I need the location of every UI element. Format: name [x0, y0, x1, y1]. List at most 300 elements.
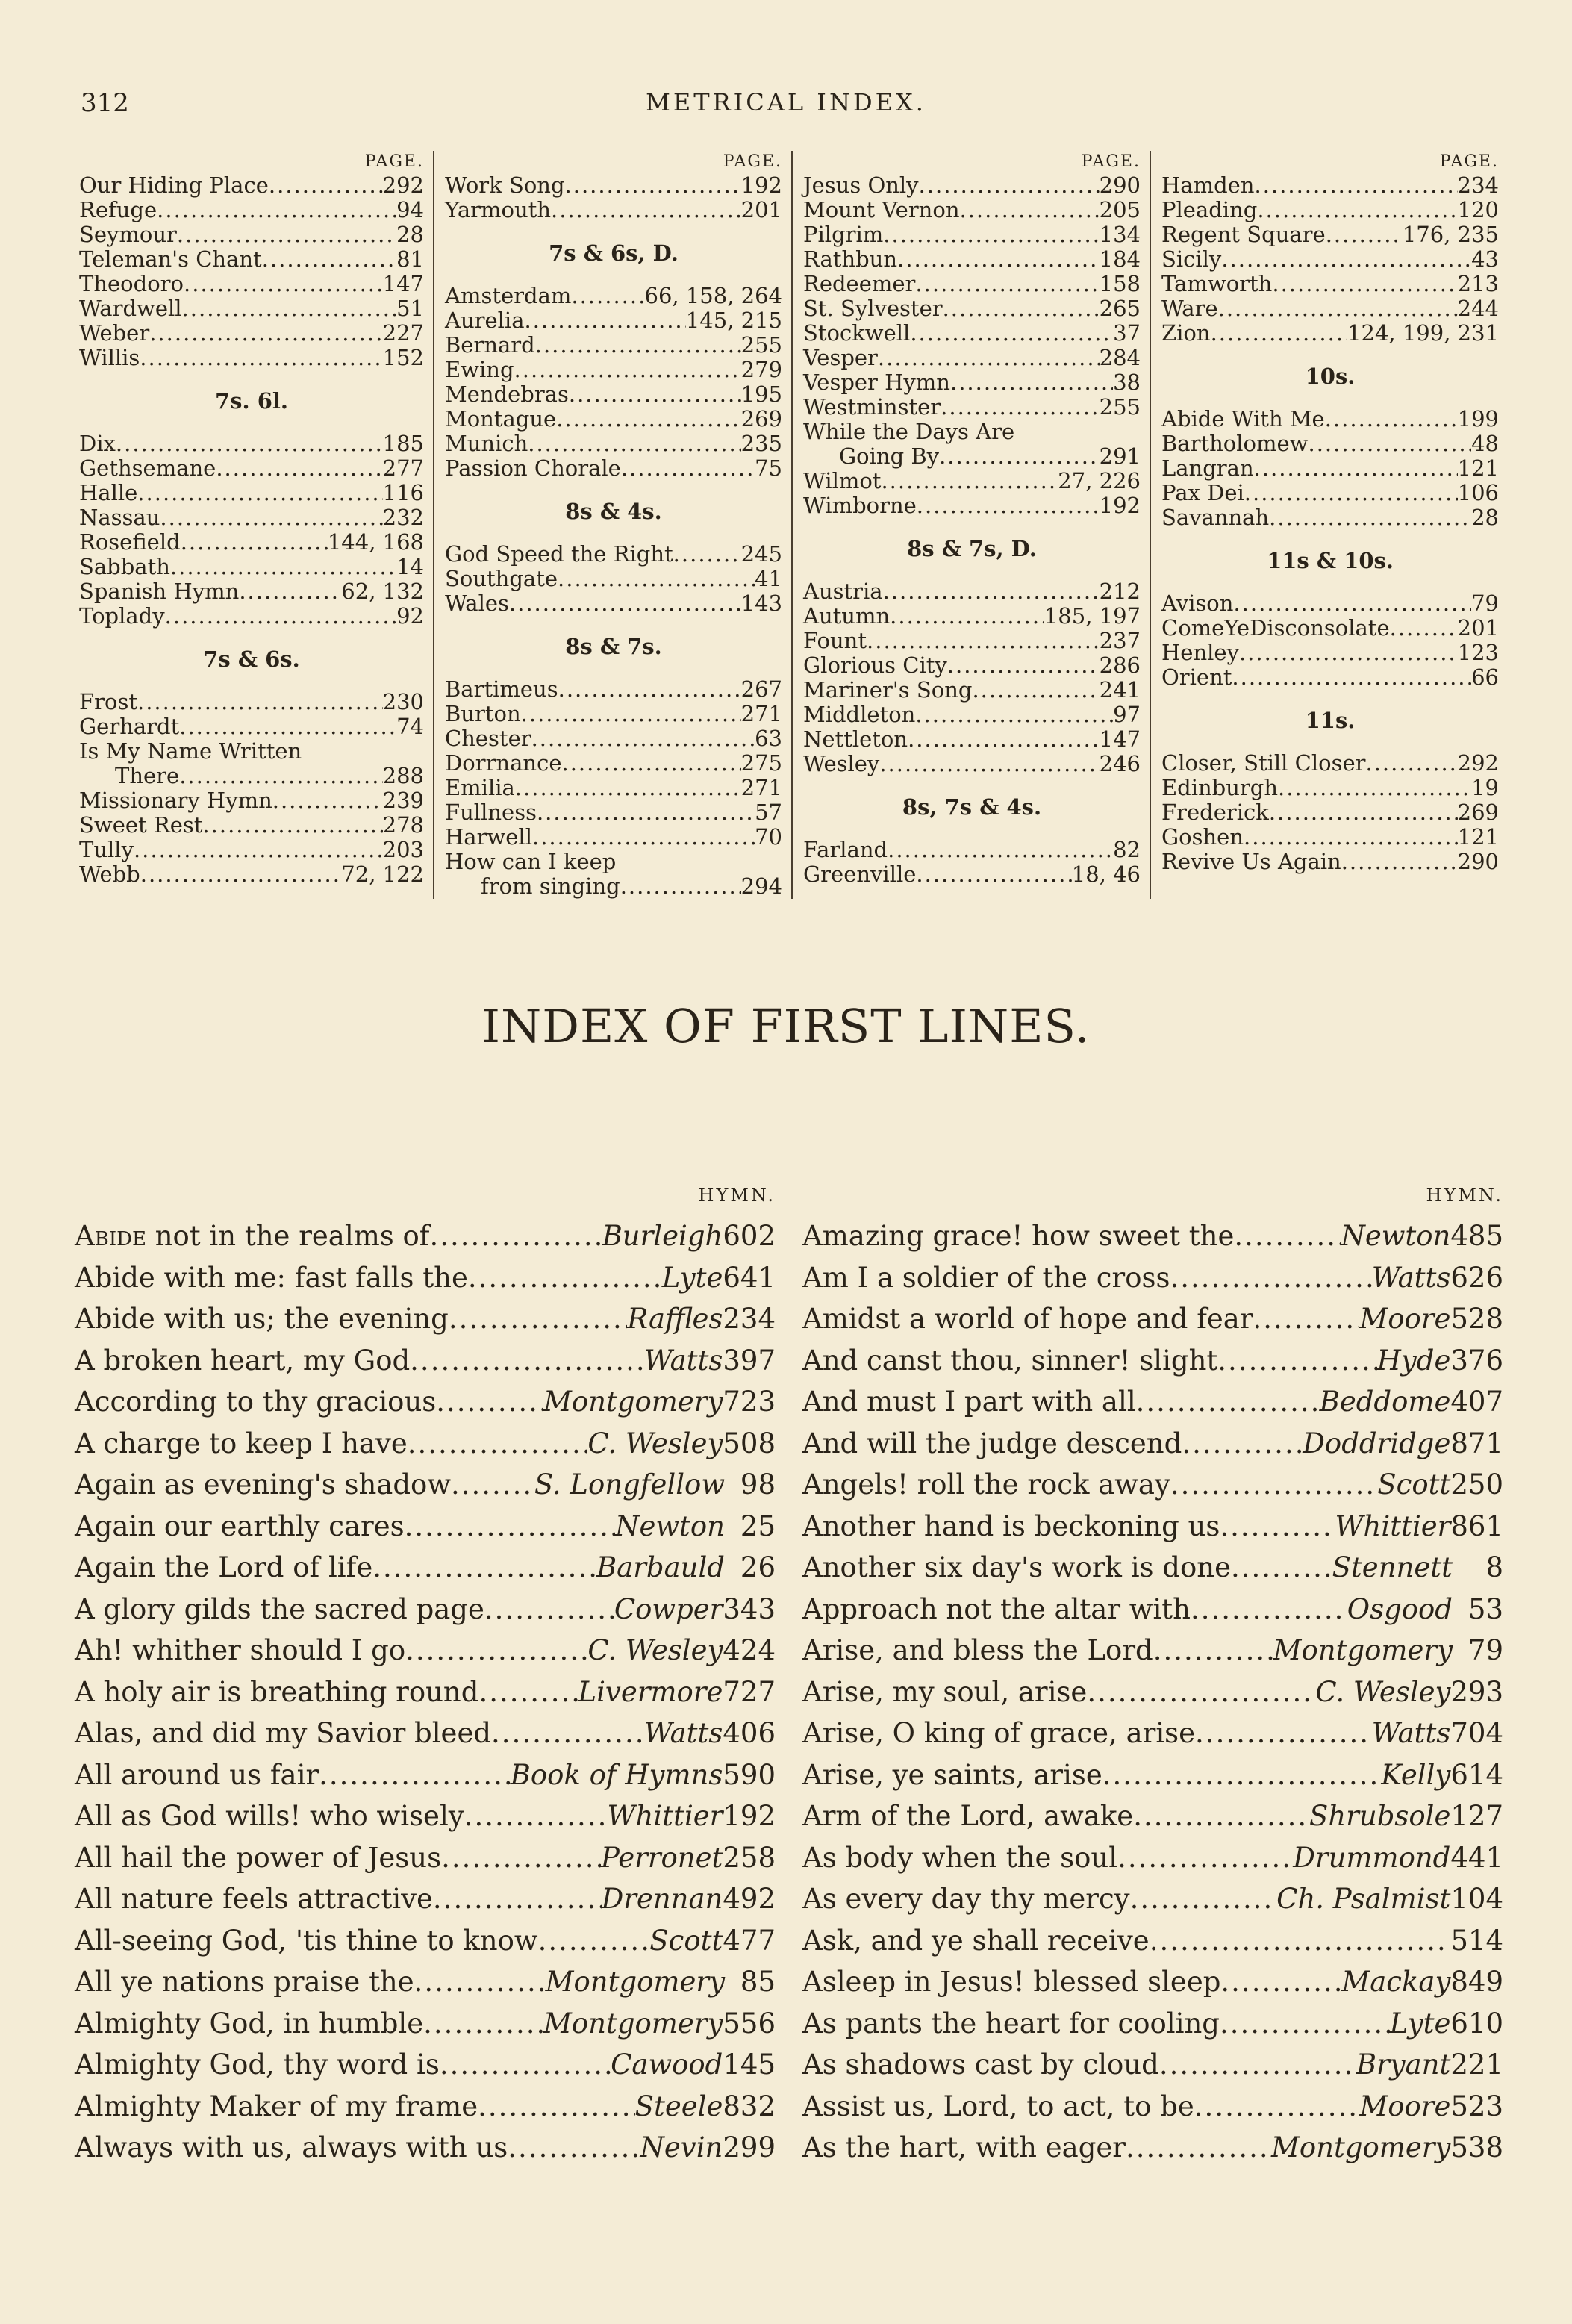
- first-line-entry: [75, 2044, 776, 2086]
- tune-entry: [445, 358, 782, 382]
- first-line-text: [75, 2044, 440, 2086]
- line-text: All-seeing God, 'tis thine to know: [75, 1924, 538, 1957]
- line-text: Am I a soldier of the cross: [802, 1261, 1170, 1294]
- tune-name: Going By: [839, 443, 940, 469]
- tune-name: Wimborne: [803, 493, 917, 518]
- dot-leader: [464, 1795, 608, 1837]
- tune-entry: [803, 678, 1141, 703]
- tune-name: Wardwell: [79, 296, 182, 321]
- author: Osgood: [1347, 1592, 1453, 1625]
- dot-leader: [1136, 1381, 1320, 1423]
- dot-leader: [917, 493, 1100, 518]
- column-header: HYMN.: [1426, 1185, 1503, 1206]
- tune-entry: [803, 321, 1141, 346]
- tune-name: Autumn: [803, 603, 891, 629]
- line-text: As the hart, with eager: [802, 2131, 1126, 2163]
- first-line-entry: [802, 1795, 1503, 1837]
- author: Watts: [1371, 1261, 1451, 1294]
- page-ref: 81: [396, 246, 424, 272]
- tune-entry: [1161, 800, 1499, 825]
- tune-entry: [445, 751, 782, 776]
- dot-leader: [1217, 1340, 1376, 1382]
- first-line-text: [75, 2003, 423, 2045]
- tune-name: Mendebras: [445, 381, 569, 407]
- first-line-entry: [802, 2127, 1503, 2169]
- dot-leader: [1126, 2127, 1271, 2169]
- first-line-text: [75, 1381, 436, 1423]
- first-line-entry: [75, 2003, 776, 2045]
- dot-leader: [1269, 505, 1471, 530]
- tune-name: Southgate: [445, 566, 558, 591]
- first-line-entry: [75, 1464, 776, 1506]
- line-text: Arise, O king of grace, arise: [802, 1717, 1196, 1749]
- dot-leader: [867, 629, 1100, 653]
- hymn-number: 85: [740, 1966, 776, 1998]
- first-line-entry: [75, 1630, 776, 1672]
- tune-name: Ware: [1161, 296, 1218, 321]
- page-ref: 271: [740, 701, 782, 726]
- first-line-entry: [75, 1257, 776, 1299]
- dot-leader: [890, 604, 1044, 629]
- first-line-text: [75, 1878, 433, 1920]
- tune-name: Bartholomew: [1161, 431, 1309, 456]
- line-text: Again as evening's shadow: [75, 1468, 451, 1501]
- first-line-text: [802, 1340, 1217, 1382]
- dot-leader: [405, 1506, 615, 1548]
- first-line-text: [75, 1589, 484, 1630]
- tune-entry: [803, 838, 1141, 862]
- dot-leader: [137, 690, 383, 714]
- meter-heading: 7s & 6s, D.: [549, 240, 679, 266]
- dot-leader: [1218, 296, 1458, 321]
- first-line-entry: [802, 1215, 1503, 1257]
- tune-entry: [1161, 407, 1499, 432]
- page-ref: 124, 199, 231: [1347, 320, 1499, 346]
- tune-entry: [445, 382, 782, 407]
- column-header: PAGE.: [1081, 152, 1141, 171]
- hymn-number: 53: [1467, 1592, 1503, 1625]
- tune-entry: [79, 604, 424, 629]
- tune-name: Missionary Hymn: [79, 788, 272, 813]
- first-line-text: [75, 1920, 538, 1962]
- dot-leader: [177, 222, 396, 247]
- tune-name: Yarmouth: [445, 197, 552, 222]
- dot-leader: [1234, 1215, 1341, 1257]
- dot-leader: [491, 1713, 644, 1754]
- tune-name: Tamworth: [1161, 271, 1273, 296]
- tune-entry: [79, 505, 424, 530]
- dot-leader: [1087, 1672, 1315, 1713]
- dot-leader: [1308, 432, 1471, 456]
- page-ref: 38: [1113, 370, 1141, 395]
- hymn-number: 8: [1485, 1551, 1503, 1583]
- page-ref: 72, 122: [341, 862, 424, 887]
- tune-entry: [445, 198, 782, 222]
- hymn-number: 614: [1450, 1758, 1503, 1791]
- tune-entry: [803, 395, 1141, 420]
- first-line-entry: [802, 1878, 1503, 1920]
- page-ref: 290: [1099, 172, 1141, 198]
- first-line-entry: [802, 2086, 1503, 2128]
- page-ref: 147: [1099, 726, 1141, 752]
- author: Watts: [643, 1717, 723, 1749]
- line-text: Arise, ye saints, arise: [802, 1758, 1102, 1791]
- author: C. Wesley: [1315, 1675, 1451, 1708]
- page-ref: 292: [1457, 750, 1499, 776]
- page-ref: 145, 215: [685, 308, 782, 333]
- tune-entry: [1161, 481, 1499, 505]
- dot-leader: [181, 530, 328, 555]
- author: Montgomery: [543, 2007, 723, 2040]
- page-ref: 74: [396, 714, 424, 739]
- author: Steele: [634, 2090, 723, 2122]
- dot-leader: [116, 432, 383, 456]
- hymn-number: 704: [1450, 1717, 1503, 1749]
- hymn-number: 723: [723, 1386, 776, 1418]
- page-ref: 185: [382, 431, 424, 456]
- first-line-text: [802, 1257, 1170, 1299]
- hymn-number: 727: [723, 1675, 776, 1708]
- dot-leader: [319, 1754, 511, 1796]
- dot-leader: [1117, 1837, 1293, 1879]
- tune-entry: [79, 247, 424, 272]
- dot-leader: [202, 813, 382, 838]
- dot-leader: [621, 456, 755, 481]
- page-ref: 144, 168: [327, 529, 424, 555]
- author: Shrubsole: [1309, 1800, 1451, 1832]
- tune-name: Theodoro: [79, 271, 184, 296]
- page-ref: 152: [382, 345, 424, 370]
- line-text: As pants the heart for cooling: [802, 2007, 1220, 2040]
- tune-entry: [445, 726, 782, 751]
- tune-entry: [1161, 222, 1499, 247]
- dot-leader: [484, 1589, 614, 1630]
- first-line-text: [802, 1589, 1191, 1630]
- author: Doddridge: [1303, 1427, 1451, 1459]
- tune-entry: [445, 542, 782, 567]
- dot-leader: [184, 272, 383, 296]
- first-line-entry: [75, 2086, 776, 2128]
- tune-entry: [79, 432, 424, 456]
- page-ref: 94: [396, 197, 424, 222]
- tune-name: Middleton: [803, 702, 916, 727]
- tune-name: Abide With Me: [1161, 406, 1325, 432]
- dot-leader: [571, 284, 644, 308]
- hymn-number: 221: [1450, 2049, 1503, 2081]
- hymn-number: 25: [740, 1510, 776, 1542]
- hymn-number: 508: [723, 1427, 776, 1459]
- first-line-entry: [75, 1754, 776, 1796]
- tune-entry: [803, 346, 1141, 370]
- line-text: Arm of the Lord, awake: [802, 1800, 1134, 1832]
- tune-name: Vesper Hymn: [803, 370, 950, 395]
- page-ref: 18, 46: [1071, 862, 1141, 887]
- tune-entry: [1161, 272, 1499, 296]
- tune-entry: [803, 173, 1141, 198]
- page-ref: 43: [1471, 246, 1499, 272]
- line-text: And will the judge descend: [802, 1427, 1182, 1459]
- author: Moore: [1359, 2090, 1451, 2122]
- tune-entry: [803, 198, 1141, 222]
- tune-entry: [445, 776, 782, 800]
- author: Stennett: [1332, 1551, 1453, 1583]
- page-ref: 192: [740, 172, 782, 198]
- first-line-entry: [75, 1961, 776, 2003]
- first-line-text: [802, 1837, 1117, 1879]
- tune-name: Wilmot: [803, 468, 882, 493]
- line-text: A broken heart, my God: [75, 1344, 411, 1377]
- line-text: Ah! whither should I go: [75, 1634, 406, 1666]
- tune-name: Frederick: [1161, 800, 1269, 825]
- author: Lyte: [661, 1261, 723, 1294]
- tune-name: Langran: [1161, 455, 1254, 481]
- line-text: A holy air is breathing round: [75, 1675, 479, 1708]
- tune-name: Seymour: [79, 222, 177, 247]
- author: Newton: [615, 1510, 725, 1542]
- metrical-column: [1150, 151, 1508, 899]
- page-ref: 269: [1457, 800, 1499, 825]
- tune-name: Pilgrim: [803, 222, 884, 247]
- tune-entry: [445, 456, 782, 481]
- tune-name: Avison: [1161, 591, 1234, 616]
- column-header: PAGE.: [1439, 152, 1499, 171]
- hymn-number: 538: [1450, 2131, 1503, 2163]
- dot-leader: [947, 653, 1100, 678]
- tune-name: Webb: [79, 862, 140, 887]
- tune-entry: [445, 173, 782, 198]
- author: Livermore: [578, 1675, 723, 1708]
- page-number: 312: [81, 88, 129, 118]
- tune-entry: [79, 173, 424, 198]
- first-line-text: [75, 1713, 491, 1754]
- tune-name: Burton: [445, 701, 521, 726]
- tune-name: Henley: [1161, 640, 1239, 665]
- line-text: All around us fair: [75, 1758, 319, 1791]
- page-ref: 48: [1471, 431, 1499, 456]
- tune-name: Rosefield: [79, 529, 181, 555]
- author: Watts: [643, 1344, 723, 1377]
- author: Kelly: [1381, 1758, 1451, 1791]
- page-ref: 290: [1457, 849, 1499, 874]
- tune-entry: [1161, 296, 1499, 321]
- first-line-text: [75, 1672, 478, 1713]
- first-line-text: [802, 1961, 1220, 2003]
- page-ref: 292: [382, 172, 424, 198]
- tune-entry: [79, 272, 424, 296]
- author: Montgomery: [1273, 1634, 1453, 1666]
- author: S. Longfellow: [534, 1468, 725, 1501]
- tune-name: Vesper: [803, 345, 878, 370]
- dot-leader: [440, 2044, 611, 2086]
- page-ref: 235: [740, 431, 782, 456]
- dot-leader: [883, 222, 1099, 247]
- page-ref: 62, 132: [341, 579, 424, 604]
- tune-name: Fullness: [445, 800, 537, 825]
- first-line-entry: [75, 1340, 776, 1382]
- dot-leader: [1130, 1878, 1277, 1920]
- author: Drennan: [601, 1883, 723, 1915]
- line-text: Abide with me: fast falls the: [75, 1261, 468, 1294]
- dot-leader: [910, 321, 1113, 346]
- dot-leader: [538, 1920, 650, 1962]
- tune-name: Sweet Rest: [79, 812, 203, 838]
- tune-entry: [79, 555, 424, 579]
- tune-name: Teleman's Chant: [79, 246, 262, 272]
- page-ref: 237: [1099, 628, 1141, 653]
- first-line-text: [75, 2127, 508, 2169]
- author: Raffles: [627, 1303, 723, 1335]
- dot-leader: [1182, 1423, 1303, 1465]
- page-ref: 28: [1471, 505, 1499, 530]
- dot-leader: [960, 198, 1100, 222]
- hymn-number: 602: [723, 1220, 776, 1252]
- tune-name: Dorrnance: [445, 750, 562, 776]
- first-line-text: [802, 1464, 1170, 1506]
- dot-leader: [140, 346, 382, 370]
- dot-leader: [919, 173, 1100, 198]
- dot-leader: [436, 1381, 543, 1423]
- tune-entry: [803, 862, 1141, 887]
- first-line-entry: [802, 2044, 1503, 2086]
- page-ref: 158: [1099, 271, 1141, 296]
- page-ref: 213: [1457, 271, 1499, 296]
- tune-entry: [803, 469, 1141, 493]
- dot-leader: [941, 395, 1099, 420]
- page-ref: 121: [1457, 824, 1499, 850]
- dot-leader: [140, 862, 342, 887]
- dot-leader: [410, 1340, 644, 1382]
- dot-leader: [1257, 198, 1457, 222]
- page-ref: 134: [1099, 222, 1141, 247]
- author: Bryant: [1356, 2049, 1451, 2081]
- first-line-text: [802, 2086, 1194, 2128]
- author: Barbauld: [596, 1551, 725, 1583]
- tune-name: Gethsemane: [79, 455, 216, 481]
- page-ref: 195: [740, 381, 782, 407]
- hymn-number: 397: [723, 1344, 776, 1377]
- hymn-number: 528: [1450, 1303, 1503, 1335]
- line-text: All ye nations praise the: [75, 1966, 414, 1998]
- first-line-entry: [75, 2127, 776, 2169]
- author: Ch. Psalmist: [1276, 1883, 1451, 1915]
- tune-entry: [803, 629, 1141, 653]
- author: Nevin: [640, 2131, 723, 2163]
- tune-entry: [79, 739, 424, 764]
- first-line-entry: [75, 1795, 776, 1837]
- dot-leader: [1159, 2044, 1356, 2086]
- line-text: According to thy gracious: [75, 1386, 437, 1418]
- tune-entry: [1161, 776, 1499, 800]
- dot-leader: [1102, 1754, 1381, 1796]
- dot-leader: [1194, 2086, 1360, 2128]
- tune-name: Ewing: [445, 357, 514, 382]
- dot-leader: [1253, 1298, 1360, 1340]
- page-ref: 201: [740, 197, 782, 222]
- line-text: A charge to keep I have: [75, 1427, 408, 1459]
- tune-entry: [803, 604, 1141, 629]
- hymn-number: 79: [1467, 1634, 1503, 1666]
- dot-leader: [182, 296, 397, 321]
- tune-name: Mariner's Song: [803, 677, 973, 703]
- first-line-entry: [75, 1215, 776, 1257]
- tune-name: Regent Square: [1161, 222, 1326, 247]
- first-line-entry: [802, 1381, 1503, 1423]
- tune-name: Pax Dei: [1161, 480, 1244, 505]
- tune-name: Sabbath: [79, 554, 170, 579]
- first-line-text: [802, 1713, 1195, 1754]
- tune-name: Stockwell: [803, 320, 911, 346]
- dot-leader: [883, 579, 1100, 604]
- first-lines-column: [802, 1175, 1508, 2169]
- tune-entry: [1161, 321, 1499, 346]
- tune-entry: [803, 727, 1141, 752]
- first-lines-column: [75, 1175, 780, 2169]
- meter-heading: 7s & 6s.: [203, 647, 300, 672]
- dot-leader: [972, 678, 1099, 703]
- page-ref: 275: [740, 750, 782, 776]
- tune-entry: [1161, 641, 1499, 665]
- first-line-text: [75, 1298, 449, 1340]
- page-ref: 97: [1113, 702, 1141, 727]
- tune-name: Emilia: [445, 775, 515, 800]
- page-ref: 121: [1457, 455, 1499, 481]
- dot-leader: [1220, 1961, 1341, 2003]
- page-ref: 279: [740, 357, 782, 382]
- hymn-number: 98: [740, 1468, 776, 1501]
- first-line-entry: [75, 1423, 776, 1465]
- author: Newton: [1341, 1220, 1451, 1252]
- page-ref: 230: [382, 689, 424, 714]
- hymn-number: 492: [723, 1883, 776, 1915]
- page-ref: 246: [1099, 751, 1141, 776]
- tune-entry: [1161, 173, 1499, 198]
- tune-name: Montague: [445, 406, 557, 432]
- dot-leader: [262, 247, 396, 272]
- first-line-entry: [75, 1920, 776, 1962]
- hymn-number: 514: [1450, 1924, 1503, 1957]
- tune-name: Frost: [79, 689, 137, 714]
- hymn-number: 234: [723, 1303, 776, 1335]
- meter-heading: 7s. 6l.: [215, 388, 288, 414]
- dot-leader: [1325, 407, 1458, 432]
- author: Moore: [1359, 1303, 1451, 1335]
- page-ref: 37: [1113, 320, 1141, 346]
- line-text: Asleep in Jesus! blessed sleep: [802, 1966, 1221, 1998]
- dot-leader: [950, 370, 1113, 395]
- tune-entry-continuation: [445, 874, 782, 899]
- hymn-number: 556: [723, 2007, 776, 2040]
- dot-leader: [556, 407, 740, 432]
- tune-entry: [1161, 850, 1499, 874]
- tune-name: Goshen: [1161, 824, 1244, 850]
- first-line-text: [802, 1754, 1102, 1796]
- first-line-entry: [802, 1672, 1503, 1713]
- column-header: HYMN.: [698, 1185, 776, 1206]
- page-ref: 277: [382, 455, 424, 481]
- line-text: Again the Lord of life: [75, 1551, 373, 1583]
- line-text: Arise, my soul, arise: [802, 1675, 1088, 1708]
- tune-entry: [79, 296, 424, 321]
- dot-leader: [1390, 616, 1458, 641]
- dot-leader: [414, 1961, 546, 2003]
- tune-name: Is My Name Written: [79, 738, 302, 764]
- author: Perronet: [601, 1841, 723, 1874]
- dot-leader: [1244, 481, 1458, 505]
- tune-entry: [445, 284, 782, 308]
- author: Whittier: [607, 1800, 723, 1832]
- first-line-entry: [802, 1423, 1503, 1465]
- dot-leader: [521, 702, 741, 726]
